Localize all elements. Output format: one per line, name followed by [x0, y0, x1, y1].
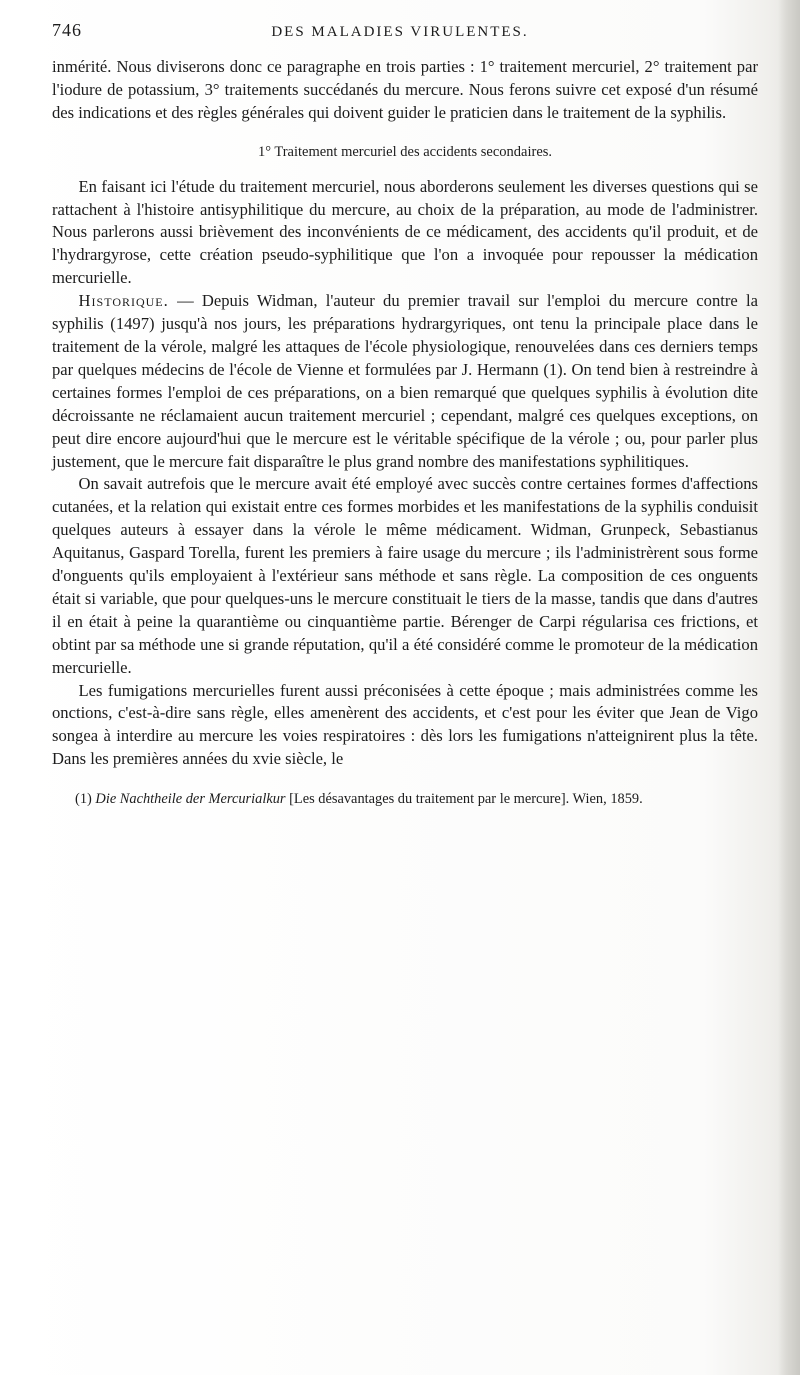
page-number: 746 — [52, 20, 82, 40]
paragraph-fumigations: Les fumigations mercurielles furent aussi préconisées à cette époque ; mais administrées comme les onctions, c'est-à-dire sans règle, elles amenèrent des accidents, et c'est pour les éviter que Jean de Vigo songea à interdire au mercure les voies respiratoires : dès lors les fumigations n'atteignirent plus la tête. Dans les premières années du xvie siècle, le — [52, 680, 758, 769]
paragraph-ointments: On savait autrefois que le mercure avait été employé avec succès contre certaines formes d'affections cutanées, et la relation qui existait entre ces formes morbides et les manifestations de la syphilis conduisit quelques auteurs à essayer dans la vérole le même médicament. Widman, Grunpeck, Sebastianus Aquitanus, Gaspard Torella, furent les premiers à faire usage du mercure ; ils l'administrèrent sous forme d'onguents qu'ils employaient à l'extérieur sans méthode et sans règle. La composition de ces onguents était si variable, que pour quelques-uns le mercure constituait le tiers de la masse, tandis que dans d'autres il en était à peine la quarantième ou cinquantième partie. Bérenger de Carpi régularisa ces frictions, et obtint par sa méthode une si grande réputation, qu'il a été considéré comme le promoteur de la médication mercurielle. — [52, 474, 758, 677]
footnote-text: [Les désavantages du traitement par le mercure]. Wien, 1859. — [289, 791, 643, 808]
page-edge-shadow — [778, 0, 800, 1375]
historique-text: — Depuis Widman, l'auteur du premier travail sur l'emploi du mercure contre la syphilis (1497) jusqu'à nos jours, les préparations hydrargyriques, ont tenu la principale place dans le traitement de la vérole, malgré les attaques de l'école physiologique, renouvelées dans ces derniers temps par quelques médecins de l'école de Vienne et formulées par J. Hermann (1). On tend bien à restreindre à certaines formes l'emploi de ces préparations, on a bien remarqué que quelques syphilis à évolution dite décroissante ne réclamaient aucun traitement mercuriel ; cependant, malgré ces quelques exceptions, on peut dire encore aujourd'hui que le mercure est le véritable spécifique de la vérole ; ou, pour parler plus justement, que le mercure fait disparaître le plus grand nombre des manifestations syphilitiques. — [52, 291, 758, 471]
footnote — [52, 789, 758, 809]
running-title: DES MALADIES VIRULENTES. — [271, 24, 529, 40]
footnote-title: Die Nachtheile der Mercurialkur — [95, 791, 286, 808]
historique-label: Historique. — [78, 291, 169, 311]
paragraph-historique — [52, 290, 758, 473]
intro-paragraph: inmérité. Nous diviserons donc ce paragraphe en trois parties : 1° traitement mercuriel, 2° traitement par l'iodure de potassium, 3° traitements succédanés du mercure. Nous ferons suivre cet exposé d'un résumé des indications et des règles générales qui doivent guider le praticien dans le traitement de la syphilis. — [52, 57, 758, 122]
section-heading: 1° Traitement mercuriel des accidents secondaires. — [257, 143, 553, 160]
footnote-marker: (1) — [75, 791, 92, 808]
page-text — [52, 56, 758, 809]
paragraph-mercury-study: En faisant ici l'étude du traitement mercuriel, nous aborderons seulement les diverses questions qui se rattachent à l'histoire antisyphilitique du mercure, au choix de la préparation, au mode de l'administrer. Nous parlerons aussi brièvement des inconvénients de ce médicament, des accidents qu'il produit, et de l'hydrargyrose, cette création pseudo-syphilitique que l'on a invoquée pour repousser la médication mercurielle. — [52, 176, 758, 288]
